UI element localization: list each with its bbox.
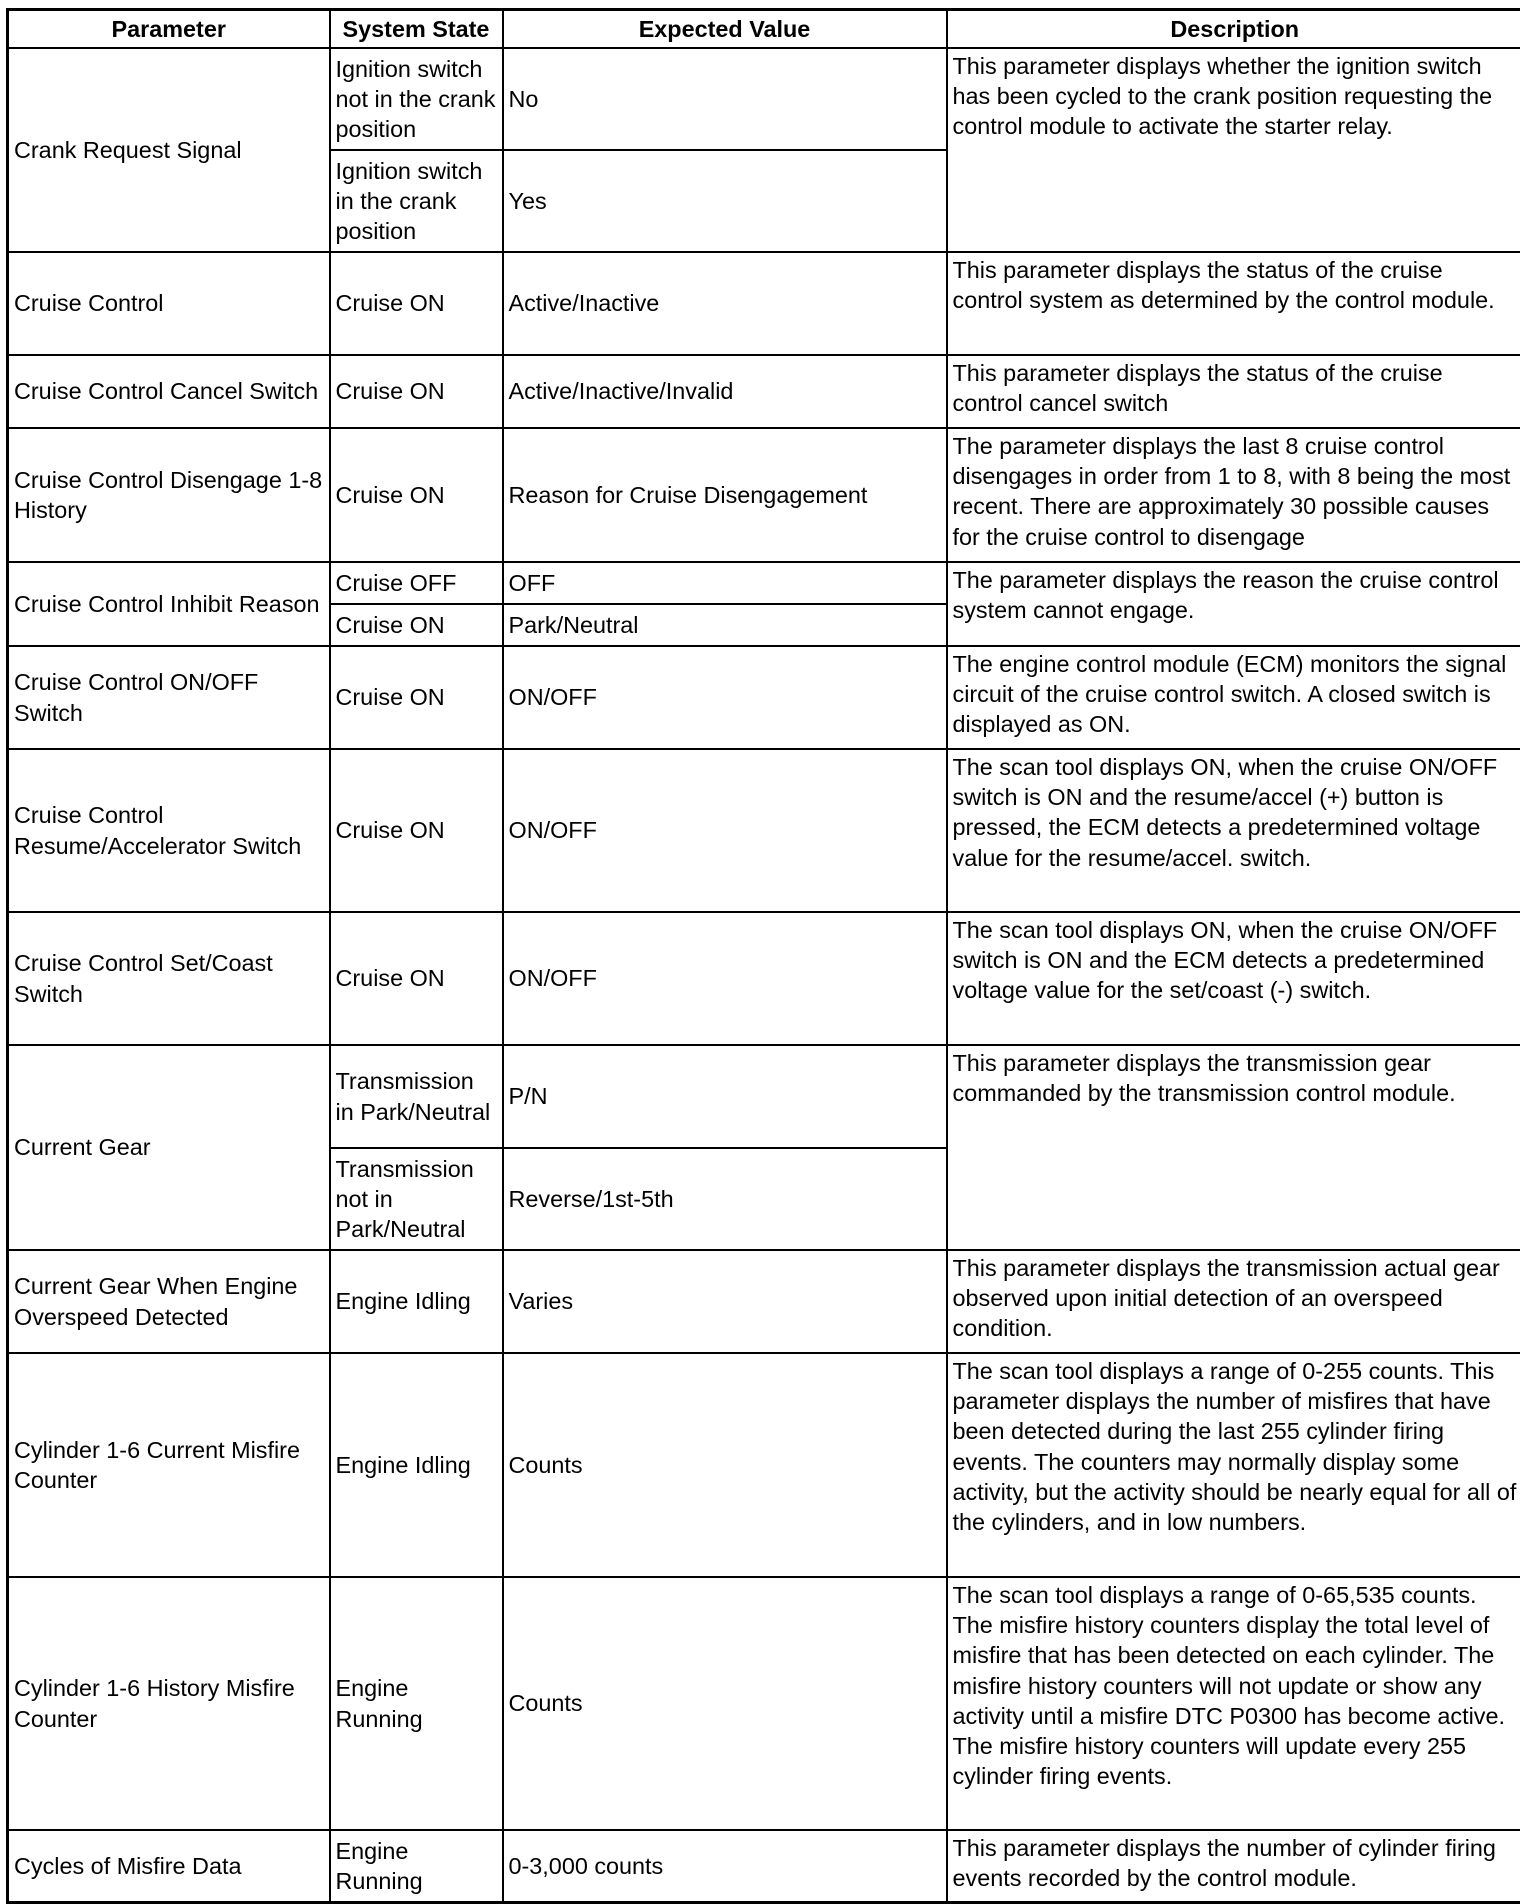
system-state-cell: Cruise ON xyxy=(330,912,503,1045)
expected-value-cell: 0-3,000 counts xyxy=(503,1830,947,1902)
expected-value-cell: Counts xyxy=(503,1577,947,1830)
system-state-cell: Cruise ON xyxy=(330,355,503,428)
parameter-table xyxy=(6,8,1520,1904)
parameter-cell: Cruise Control Set/Coast Switch xyxy=(8,912,330,1045)
table-row xyxy=(8,1830,1520,1902)
description-cell: This parameter displays the status of the cruise control cancel switch xyxy=(947,355,1520,428)
table-row xyxy=(8,562,1520,604)
system-state-cell: Ignition switch in the crank position xyxy=(330,150,503,252)
table-row xyxy=(8,48,1520,150)
parameter-cell: Cruise Control Inhibit Reason xyxy=(8,562,330,646)
expected-value-cell: P/N xyxy=(503,1045,947,1148)
description-cell: This parameter displays the number of cylinder firing events recorded by the control module. xyxy=(947,1830,1520,1902)
header-row xyxy=(8,10,1520,49)
expected-value-cell: ON/OFF xyxy=(503,749,947,912)
expected-value-cell: Reverse/1st-5th xyxy=(503,1148,947,1250)
system-state-cell: Cruise ON xyxy=(330,604,503,646)
description-cell: This parameter displays whether the ignition switch has been cycled to the crank position requesting the control module to activate the starter relay. xyxy=(947,48,1520,252)
header-system-state: System State xyxy=(330,10,503,49)
system-state-cell: Engine Idling xyxy=(330,1250,503,1353)
description-cell: The parameter displays the last 8 cruise control disengages in order from 1 to 8, with 8 being the most recent. There are approximately 30 possible causes for the cruise control to disengage xyxy=(947,428,1520,562)
table-row xyxy=(8,355,1520,428)
expected-value-cell: Active/Inactive xyxy=(503,252,947,355)
description-cell: The scan tool displays ON, when the cruise ON/OFF switch is ON and the ECM detects a predetermined voltage value for the set/coast (-) switch. xyxy=(947,912,1520,1045)
description-cell: The scan tool displays a range of 0-65,535 counts. The misfire history counters display the total level of misfire that has been detected on each cylinder. The misfire history counters will not update or show any activity until a misfire DTC P0300 has become active. The misfire history counters will update every 255 cylinder firing events. xyxy=(947,1577,1520,1830)
expected-value-cell: ON/OFF xyxy=(503,646,947,749)
table-row xyxy=(8,1045,1520,1148)
table-row xyxy=(8,749,1520,912)
description-cell: This parameter displays the transmission actual gear observed upon initial detection of an overspeed condition. xyxy=(947,1250,1520,1353)
document-page xyxy=(6,8,1520,1904)
parameter-cell: Cruise Control ON/OFF Switch xyxy=(8,646,330,749)
system-state-cell: Cruise OFF xyxy=(330,562,503,604)
system-state-cell: Cruise ON xyxy=(330,646,503,749)
expected-value-cell: ON/OFF xyxy=(503,912,947,1045)
description-cell: This parameter displays the transmission gear commanded by the transmission control module. xyxy=(947,1045,1520,1250)
system-state-cell: Engine Idling xyxy=(330,1353,503,1577)
description-cell: The scan tool displays a range of 0-255 counts. This parameter displays the number of misfires that have been detected during the last 255 cylinder firing events. The counters may normally display some activity, but the activity should be nearly equal for all of the cylinders, and in low numbers. xyxy=(947,1353,1520,1577)
description-cell: The scan tool displays ON, when the cruise ON/OFF switch is ON and the resume/accel (+) button is pressed, the ECM detects a predetermined voltage value for the resume/accel. switch. xyxy=(947,749,1520,912)
description-cell: The engine control module (ECM) monitors the signal circuit of the cruise control switch. A closed switch is displayed as ON. xyxy=(947,646,1520,749)
expected-value-cell: Park/Neutral xyxy=(503,604,947,646)
expected-value-cell: Yes xyxy=(503,150,947,252)
description-cell: The parameter displays the reason the cruise control system cannot engage. xyxy=(947,562,1520,646)
header-description: Description xyxy=(947,10,1520,49)
expected-value-cell: Reason for Cruise Disengagement xyxy=(503,428,947,562)
table-row xyxy=(8,1250,1520,1353)
parameter-cell: Cruise Control xyxy=(8,252,330,355)
system-state-cell: Cruise ON xyxy=(330,749,503,912)
table-row xyxy=(8,646,1520,749)
parameter-cell: Cruise Control Disengage 1-8 History xyxy=(8,428,330,562)
description-cell: This parameter displays the status of the cruise control system as determined by the control module. xyxy=(947,252,1520,355)
table-row xyxy=(8,428,1520,562)
table-row xyxy=(8,912,1520,1045)
system-state-cell: Transmission in Park/Neutral xyxy=(330,1045,503,1148)
parameter-cell: Cruise Control Resume/Accelerator Switch xyxy=(8,749,330,912)
parameter-cell: Current Gear When Engine Overspeed Detected xyxy=(8,1250,330,1353)
parameter-cell: Current Gear xyxy=(8,1045,330,1250)
system-state-cell: Cruise ON xyxy=(330,252,503,355)
expected-value-cell: Counts xyxy=(503,1353,947,1577)
expected-value-cell: Varies xyxy=(503,1250,947,1353)
parameter-cell: Cruise Control Cancel Switch xyxy=(8,355,330,428)
system-state-cell: Engine Running xyxy=(330,1577,503,1830)
system-state-cell: Transmission not in Park/Neutral xyxy=(330,1148,503,1250)
table-row xyxy=(8,252,1520,355)
expected-value-cell: Active/Inactive/Invalid xyxy=(503,355,947,428)
expected-value-cell: OFF xyxy=(503,562,947,604)
table-row xyxy=(8,1353,1520,1577)
header-parameter: Parameter xyxy=(8,10,330,49)
header-expected-value: Expected Value xyxy=(503,10,947,49)
parameter-cell: Cylinder 1-6 History Misfire Counter xyxy=(8,1577,330,1830)
expected-value-cell: No xyxy=(503,48,947,150)
parameter-cell: Cylinder 1-6 Current Misfire Counter xyxy=(8,1353,330,1577)
parameter-cell: Crank Request Signal xyxy=(8,48,330,252)
table-row xyxy=(8,1577,1520,1830)
parameter-cell: Cycles of Misfire Data xyxy=(8,1830,330,1902)
system-state-cell: Cruise ON xyxy=(330,428,503,562)
system-state-cell: Engine Running xyxy=(330,1830,503,1902)
system-state-cell: Ignition switch not in the crank position xyxy=(330,48,503,150)
